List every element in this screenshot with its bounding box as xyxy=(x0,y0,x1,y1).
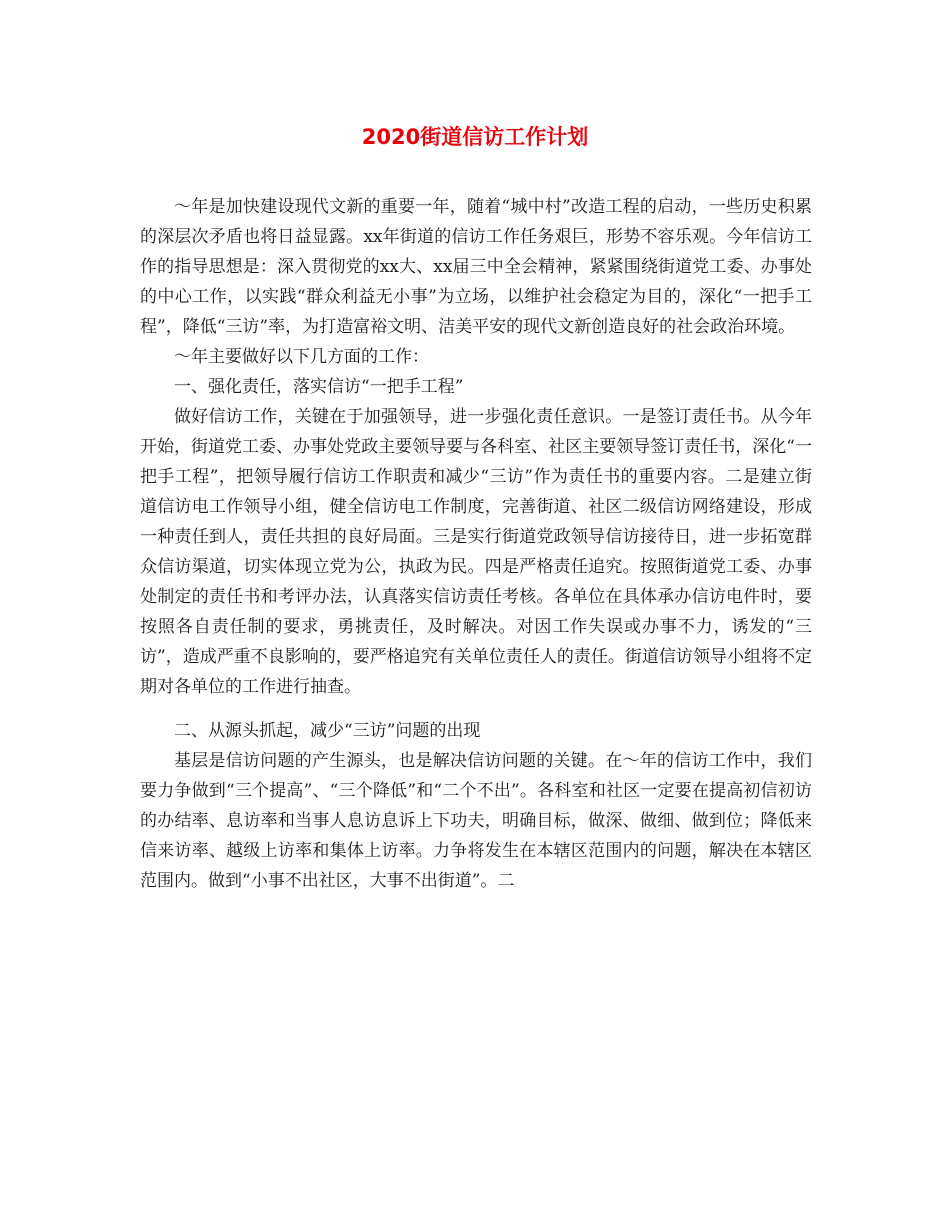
paragraph-section-1: 做好信访工作，关键在于加强领导，进一步强化责任意识。一是签订责任书。从今年开始，街道党工委、办事处党政主要领导要与各科室、社区主要领导签订责任书，深化“一把手工程”，把领导履行信访工作职责和减少“三访”作为责任书的重要内容。二是建立街道信访电工作领导小组，健全信访电工作制度，完善街道、社区二级信访网络建设，形成一种责任到人，责任共担的良好局面。三是实行街道党政领导信访接待日，进一步拓宽群众信访渠道，切实体现立党为公，执政为民。四是严格责任追究。按照街道党工委、办事处制定的责任书和考评办法，认真落实信访责任考核。各单位在具体承办信访电件时，要按照各自责任制的要求，勇挑责任，及时解决。对因工作失误或办事不力，诱发的“三访”，造成严重不良影响的，要严格追究有关单位责任人的责任。街道信访领导小组将不定期对各单位的工作进行抽查。 xyxy=(140,407,812,697)
document-title: 2020街道信访工作计划 xyxy=(361,125,589,149)
section-heading-1: 一、强化责任，落实信访“一把手工程” xyxy=(174,377,464,397)
paragraph-section-2: 基层是信访问题的产生源头，也是解决信访问题的关键。在～年的信访工作中，我们要力争做到“三个提高”、“三个降低”和“二个不出”。各科室和社区一定要在提高初信初访的办结率、息访率和当事人息访息诉上下功夫，明确目标，做深、做细、做到位；降低来信来访率、越级上访率和集体上访率。力争将发生在本辖区范围内的问题，解决在本辖区范围内。做到“小事不出社区，大事不出街道”。二 xyxy=(140,751,812,891)
document-body xyxy=(140,192,812,896)
paragraph-intro: ～年是加快建设现代文新的重要一年，随着“城中村”改造工程的启动，一些历史积累的深层次矛盾也将日益显露。xx年街道的信访工作任务艰巨，形势不容乐观。今年信访工作的指导思想是：深入贯彻党的xx大、xx届三中全会精神，紧紧围绕街道党工委、办事处的中心工作，以实践“群众利益无小事”为立场，以维护社会稳定为目的，深化“一把手工程”，降低“三访”率，为打造富裕文明、洁美平安的现代文新创造良好的社会政治环境。 xyxy=(140,197,812,337)
section-heading-2: 二、从源头抓起，减少“三访”问题的出现 xyxy=(174,721,481,741)
paragraph-overview: ～年主要做好以下几方面的工作： xyxy=(174,347,429,367)
